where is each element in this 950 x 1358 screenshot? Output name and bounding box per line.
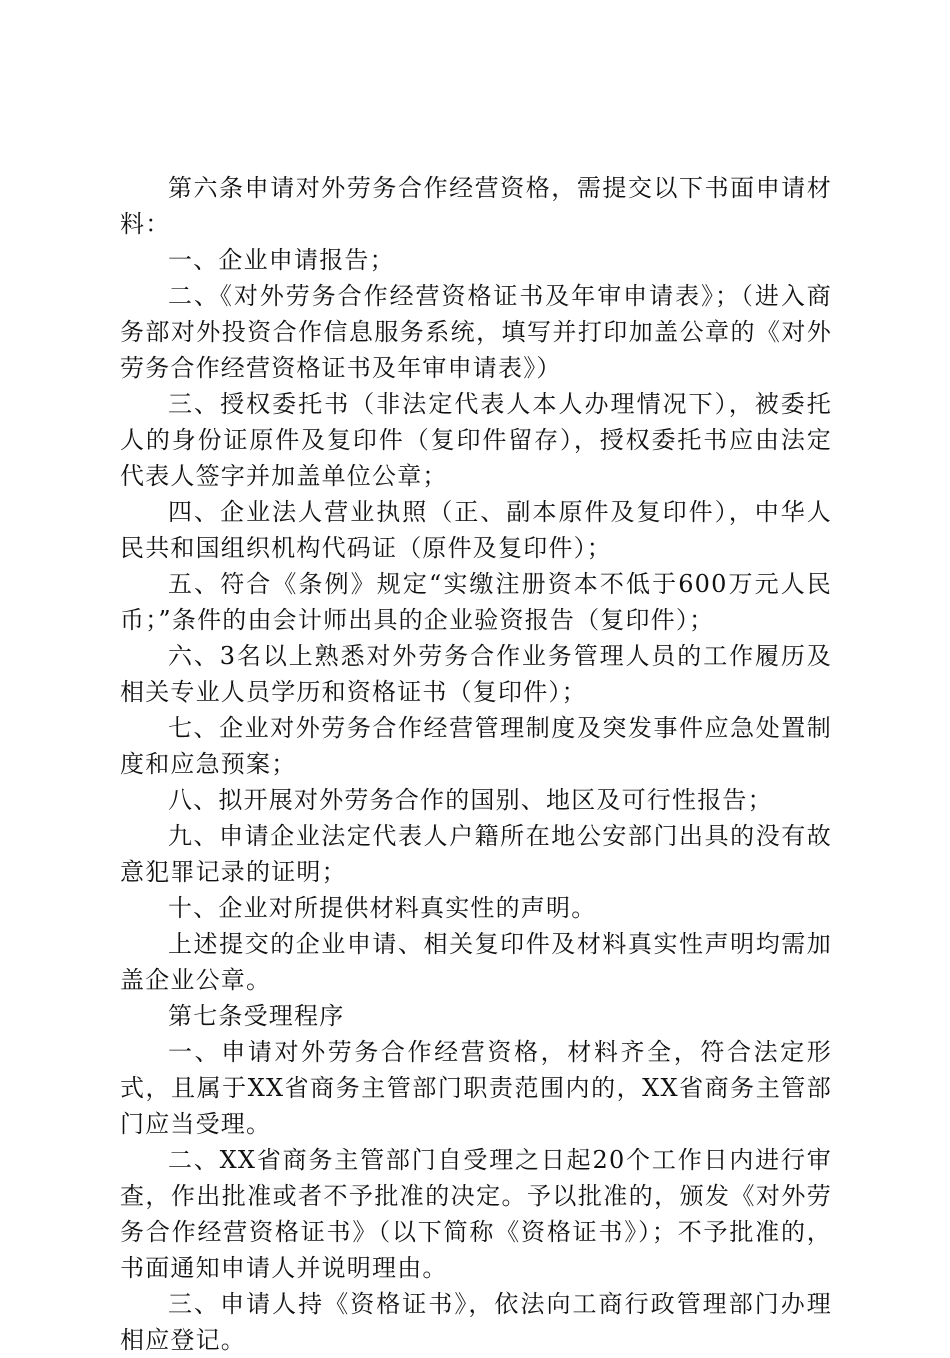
article-6-item-4: 四、企业法人营业执照（正、副本原件及复印件），中华人民共和国组织机构代码证（原件及复印件）； — [120, 498, 832, 562]
article-6-item-10: 十、企业对所提供材料真实性的声明。 — [168, 894, 597, 922]
article-6-item-6: 六、3名以上熟悉对外劳务合作业务管理人员的工作履历及相关专业人员学历和资格证书（复印件）； — [120, 642, 832, 706]
article-6-item-5: 五、符合《条例》规定“实缴注册资本不低于600万元人民币；”条件的由会计师出具的企业验资报告（复印件）； — [120, 570, 832, 634]
article-6-item-1: 一、企业申请报告； — [168, 246, 395, 274]
article-6-intro: 第六条申请对外劳务合作经营资格，需提交以下书面申请材料： — [120, 174, 832, 238]
article-7-heading: 第七条受理程序 — [168, 1002, 345, 1030]
article-6-note: 上述提交的企业申请、相关复印件及材料真实性声明均需加盖企业公章。 — [120, 930, 832, 994]
document-body — [120, 170, 832, 1358]
article-7-item-3: 三、申请人持《资格证书》，依法向工商行政管理部门办理相应登记。 — [120, 1290, 832, 1354]
article-7-item-2: 二、XX省商务主管部门自受理之日起20个工作日内进行审查，作出批准或者不予批准的决定。予以批准的，颁发《对外劳务合作经营资格证书》（以下简称《资格证书》）；不予批准的，书面通知申请人并说明理由。 — [120, 1146, 832, 1282]
article-6-item-9: 九、申请企业法定代表人户籍所在地公安部门出具的没有故意犯罪记录的证明； — [120, 822, 832, 886]
article-6-item-7: 七、企业对外劳务合作经营管理制度及突发事件应急处置制度和应急预案； — [120, 714, 832, 778]
article-6-item-3: 三、授权委托书（非法定代表人本人办理情况下），被委托人的身份证原件及复印件（复印件留存），授权委托书应由法定代表人签字并加盖单位公章； — [120, 390, 832, 490]
article-6-item-8: 八、拟开展对外劳务合作的国别、地区及可行性报告； — [168, 786, 773, 814]
article-6-item-2: 二、《对外劳务合作经营资格证书及年审申请表》；（进入商务部对外投资合作信息服务系统，填写并打印加盖公章的《对外劳务合作经营资格证书及年审申请表》） — [120, 282, 832, 382]
article-7-item-1: 一、申请对外劳务合作经营资格，材料齐全，符合法定形式，且属于XX省商务主管部门职责范围内的，XX省商务主管部门应当受理。 — [120, 1038, 832, 1138]
